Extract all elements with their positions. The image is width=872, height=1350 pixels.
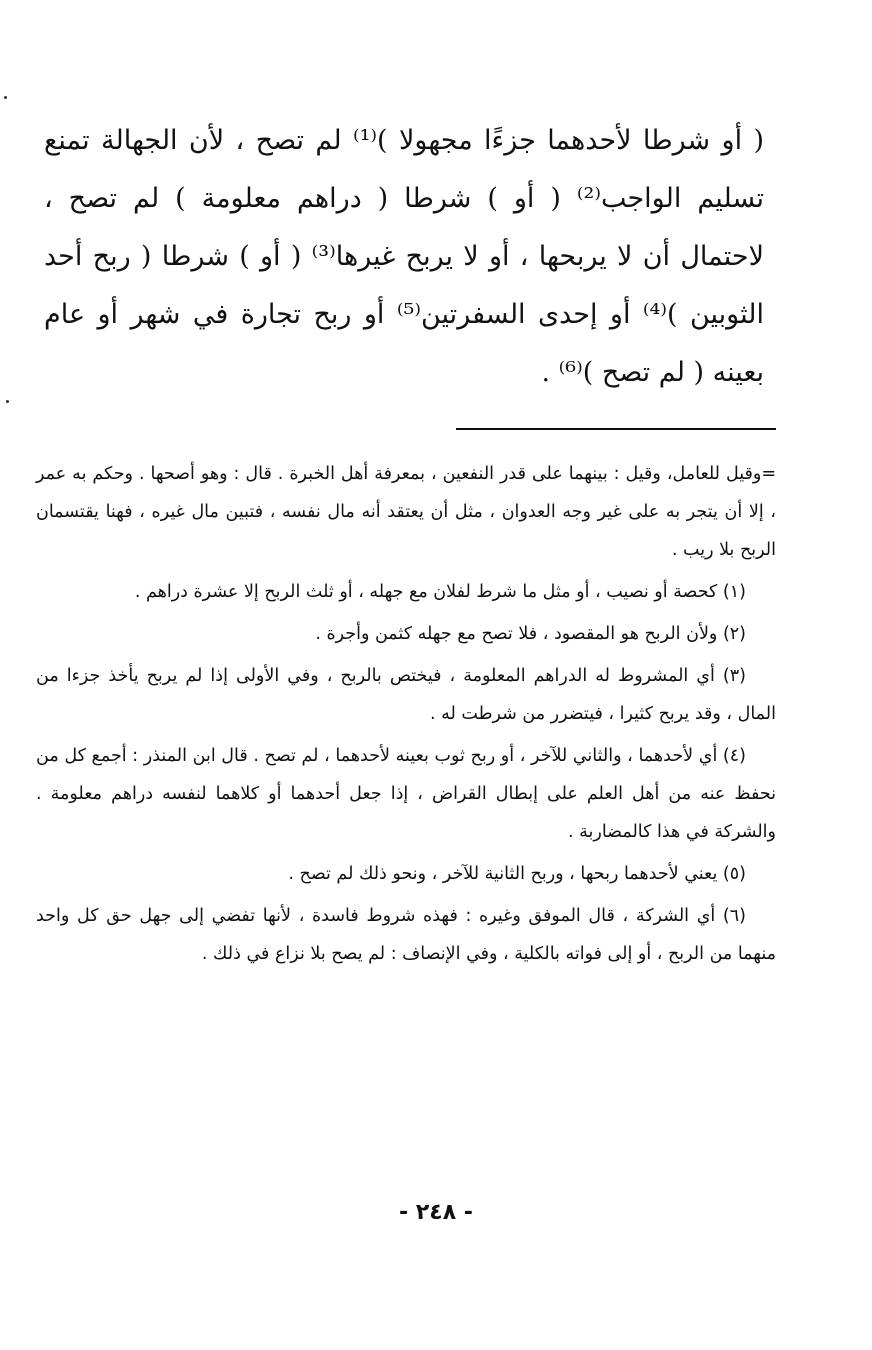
footnote-1: (١) كحصة أو نصيب ، أو مثل ما شرط لفلان مع جهله ، أو ثلث الربح إلا عشرة دراهم . bbox=[134, 582, 746, 602]
scan-speck bbox=[4, 96, 7, 99]
footnote-3: (٣) أي المشروط له الدراهم المعلومة ، فيختص بالربح ، وفي الأولى إذا لم يربح يأخذ جزءا من المال ، وقد يربح كثيرا ، فيتضرر من شرطت له . bbox=[36, 666, 776, 724]
footnote-5: (٥) يعني لأحدهما ربحها ، وربح الثانية للآخر ، ونحو ذلك لم تصح . bbox=[288, 864, 746, 884]
footnote-6: (٦) أي الشركة ، قال الموفق وغيره : فهذه شروط فاسدة ، لأنها تفضي إلى جهل حق كل واحد منهما من الربح ، أو إلى فواته بالكلية ، وفي الإنصاف : لم يصح بلا نزاع في ذلك . bbox=[36, 906, 776, 964]
footnote-2: (٢) ولأن الربح هو المقصود ، فلا تصح مع جهله كثمن وأجرة . bbox=[315, 624, 746, 644]
footnote-separator bbox=[456, 428, 776, 430]
footnotes-block bbox=[36, 455, 776, 977]
main-text-block bbox=[44, 112, 764, 402]
scan-speck bbox=[6, 400, 9, 403]
footnote-continuation: =وقيل للعامل، وقيل : بينهما على قدر النفعين ، بمعرفة أهل الخبرة . قال : وهو أصحها . وحكم به عمر ، إلا أن يتجر به على غير وجه العدوان ، مثل أن يعتقد أنه مال نفسه ، فتبين مال غيره ، فهنا يقتسمان الربح بلا ريب . bbox=[36, 464, 776, 560]
main-paragraph: ( أو شرطا لأحدهما جزءًا مجهولا )⁽¹⁾ لم تصح ، لأن الجهالة تمنع تسليم الواجب⁽²⁾ ( أو ) شرطا ( دراهم معلومة ) لم تصح ، لاحتمال أن لا يربحها ، أو لا يربح غيرها⁽³⁾ ( أو ) شرطا ( ربح أحد الثوبين )⁽⁴⁾ أو إحدى السفرتين⁽⁵⁾ أو ربح تجارة في شهر أو عام بعينه ( لم تصح )⁽⁶⁾ . bbox=[44, 125, 765, 388]
footnote-4: (٤) أي لأحدهما ، والثاني للآخر ، أو ربح ثوب بعينه لأحدهما ، لم تصح . قال ابن المنذر : أجمع كل من نحفظ عنه من أهل العلم على إبطال القراض ، إذا جعل أحدهما أو كلاهما لنفسه دراهم معلومة . والشركة في هذا كالمضاربة . bbox=[36, 746, 776, 842]
page-number: - ٢٤٨ - bbox=[399, 1200, 473, 1225]
